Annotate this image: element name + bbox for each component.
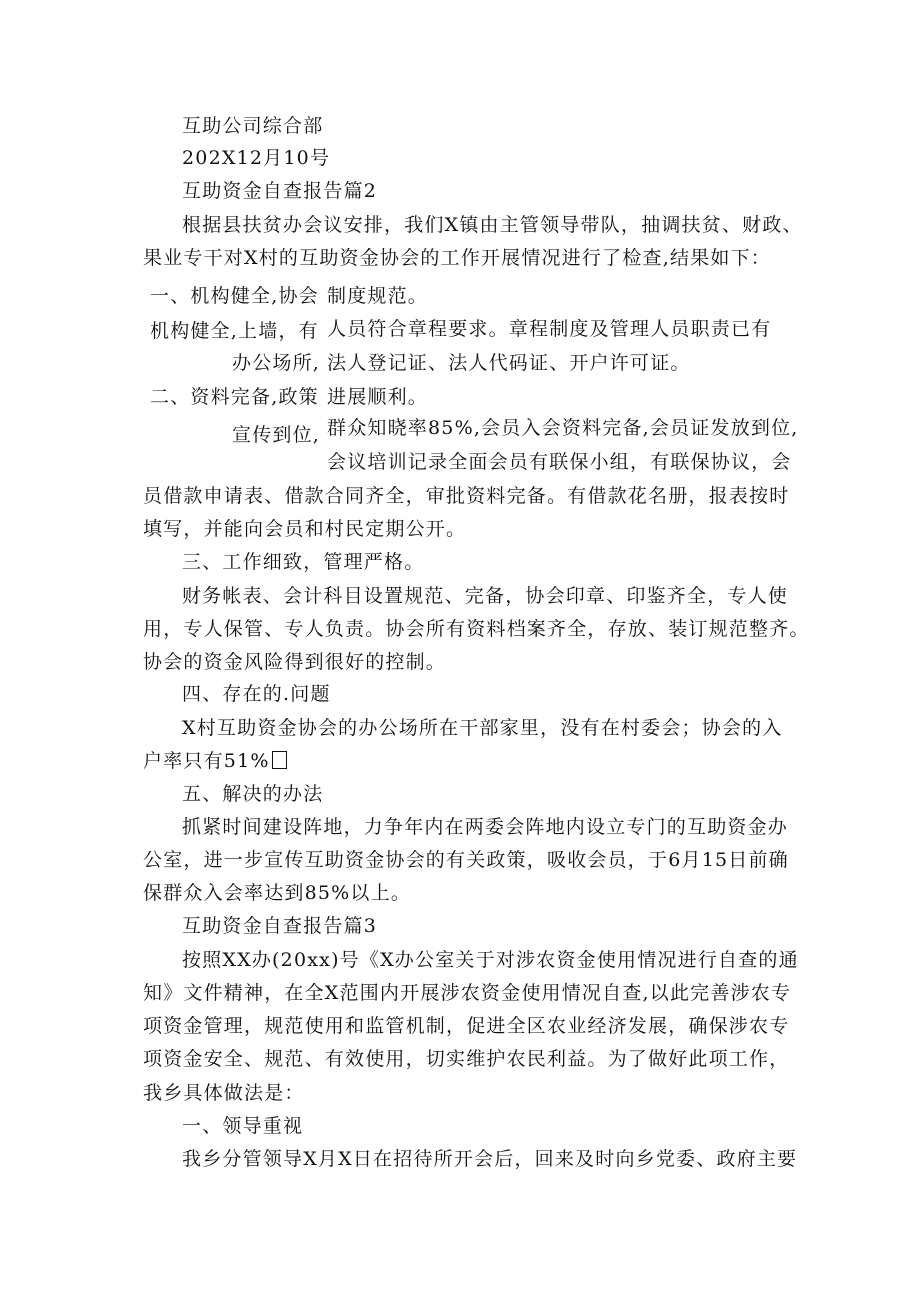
- heading-2-left: 二、资料完备,政策: [150, 386, 319, 408]
- paragraph-line: 公室，进一步宣传互助资金协会的有关政策，吸收会员，于6月15日前确: [143, 849, 789, 871]
- org-name: 互助公司综合部: [182, 115, 324, 137]
- paragraph-line: 我乡分管领导X月X日在招待所开会后，回来及时向乡党委、政府主要: [182, 1148, 798, 1170]
- heading-2-right: 进展顺利。: [327, 386, 429, 408]
- table-cell-left: 办公场所,: [232, 352, 321, 374]
- paragraph-line: 果业专干对X村的互助资金协会的工作开展情况进行了检查,结果如下：: [143, 247, 771, 269]
- heading-leadership: 一、领导重视: [182, 1115, 304, 1137]
- paragraph-line: 财务帐表、会计科目设置规范、完备，协会印章、印鉴齐全，专人使: [182, 585, 789, 607]
- paragraph-line: 项资金管理，规范使用和监管机制，促进全区农业经济发展，确保涉农专: [143, 1015, 790, 1037]
- paragraph-line: 抓紧时间建设阵地，力争年内在两委会阵地内设立专门的互助资金办: [182, 816, 789, 838]
- paragraph-line: 保群众入会率达到85%以上。: [143, 882, 412, 904]
- table-cell-right: 群众知晓率85%,会员入会资料完备,会员证发放到位,: [327, 417, 799, 439]
- heading-5: 五、解决的办法: [182, 783, 324, 805]
- paragraph-line: 知》文件精神，在全X范围内开展涉农资金使用情况自查,以此完善涉农专: [143, 982, 792, 1004]
- paragraph-line: 会议培训记录全面会员有联保小组，有联保协议，会: [327, 451, 792, 473]
- paragraph-text: 户率只有51%: [143, 750, 270, 772]
- paragraph-line: X村互助资金协会的办公场所在干部家里，没有在村委会；协会的入: [182, 717, 783, 739]
- table-cell-left: 宣传到位,: [232, 424, 321, 446]
- heading-1-right: 制度规范。: [327, 285, 429, 307]
- paragraph-line: 员借款申请表、借款合同齐全，审批资料完备。有借款花名册，报表按时: [143, 485, 790, 507]
- missing-glyph-box: [272, 751, 287, 769]
- date-line: 202X12月10号: [182, 147, 331, 169]
- heading-1-left: 一、机构健全,协会: [150, 285, 319, 307]
- heading-3: 三、工作细致，管理严格。: [182, 551, 425, 573]
- paragraph-line: [143, 748, 287, 774]
- section-title-report-2: 互助资金自查报告篇2: [182, 180, 378, 202]
- section-title-report-3: 互助资金自查报告篇3: [182, 915, 378, 937]
- paragraph-line: 我乡具体做法是：: [143, 1082, 305, 1104]
- paragraph-line: 用，专人保管、专人负责。协会所有资料档案齐全，存放、装订规范整齐。: [143, 618, 810, 640]
- paragraph-line: 项资金安全、规范、有效使用，切实维护农民利益。为了做好此项工作，: [143, 1048, 790, 1070]
- table-cell-right: 人员符合章程要求。章程制度及管理人员职责已有: [327, 318, 772, 340]
- paragraph-line: 根据县扶贫办会议安排，我们X镇由主管领导带队，抽调扶贫、财政、: [182, 214, 803, 236]
- paragraph-line: 协会的资金风险得到很好的控制。: [143, 651, 447, 673]
- table-cell-left: 机构健全,上墙，有: [150, 320, 319, 342]
- heading-4: 四、存在的.问题: [182, 683, 331, 705]
- table-cell-right: 法人登记证、法人代码证、开户许可证。: [327, 352, 691, 374]
- paragraph-line: 按照XX办(20xx)号《X办公室关于对涉农资金使用情况进行自查的通: [182, 949, 799, 971]
- paragraph-line: 填写，并能向会员和村民定期公开。: [143, 518, 467, 540]
